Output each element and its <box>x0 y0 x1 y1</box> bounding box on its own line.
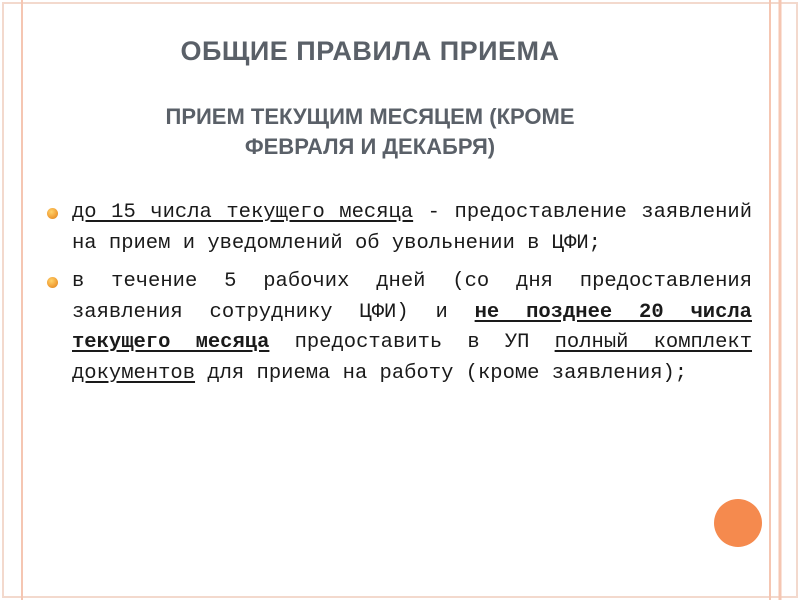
bullet-2-text-end: для приема на работу (кроме заявления); <box>195 361 688 385</box>
bullet-2-deadline-text: не позднее 20 числа текущего месяца <box>72 300 752 354</box>
bullet-1-text: - предоставление заявлений на прием и уведомлений об увольнении в ЦФИ; <box>72 201 753 255</box>
bullet-item-2 <box>46 267 752 389</box>
bullet-2-text-start: в течение 5 рабочих дней (со дня предоставления заявления сотруднику ЦФИ) и <box>72 270 752 324</box>
bullet-item-1 <box>46 198 752 259</box>
slide-title: ОБЩИЕ ПРАВИЛА ПРИЕМА <box>180 36 560 66</box>
bullet-dot-icon <box>47 208 58 219</box>
orange-circle-decoration <box>714 499 762 547</box>
slide-subtitle <box>60 102 680 162</box>
bullet-2-documents-text: полный комплект документов <box>72 331 753 385</box>
subtitle-line-2: ФЕВРАЛЯ И ДЕКАБРЯ) <box>244 134 496 159</box>
bullet-list <box>46 198 752 397</box>
bullet-dot-icon <box>47 277 58 288</box>
bullet-1-deadline-text: до 15 числа текущего месяца <box>72 201 414 224</box>
bullet-2-text-middle: предоставить в УП <box>269 331 555 354</box>
subtitle-line-1: ПРИЕМ ТЕКУЩИМ МЕСЯЦЕМ (КРОМЕ <box>165 104 575 129</box>
